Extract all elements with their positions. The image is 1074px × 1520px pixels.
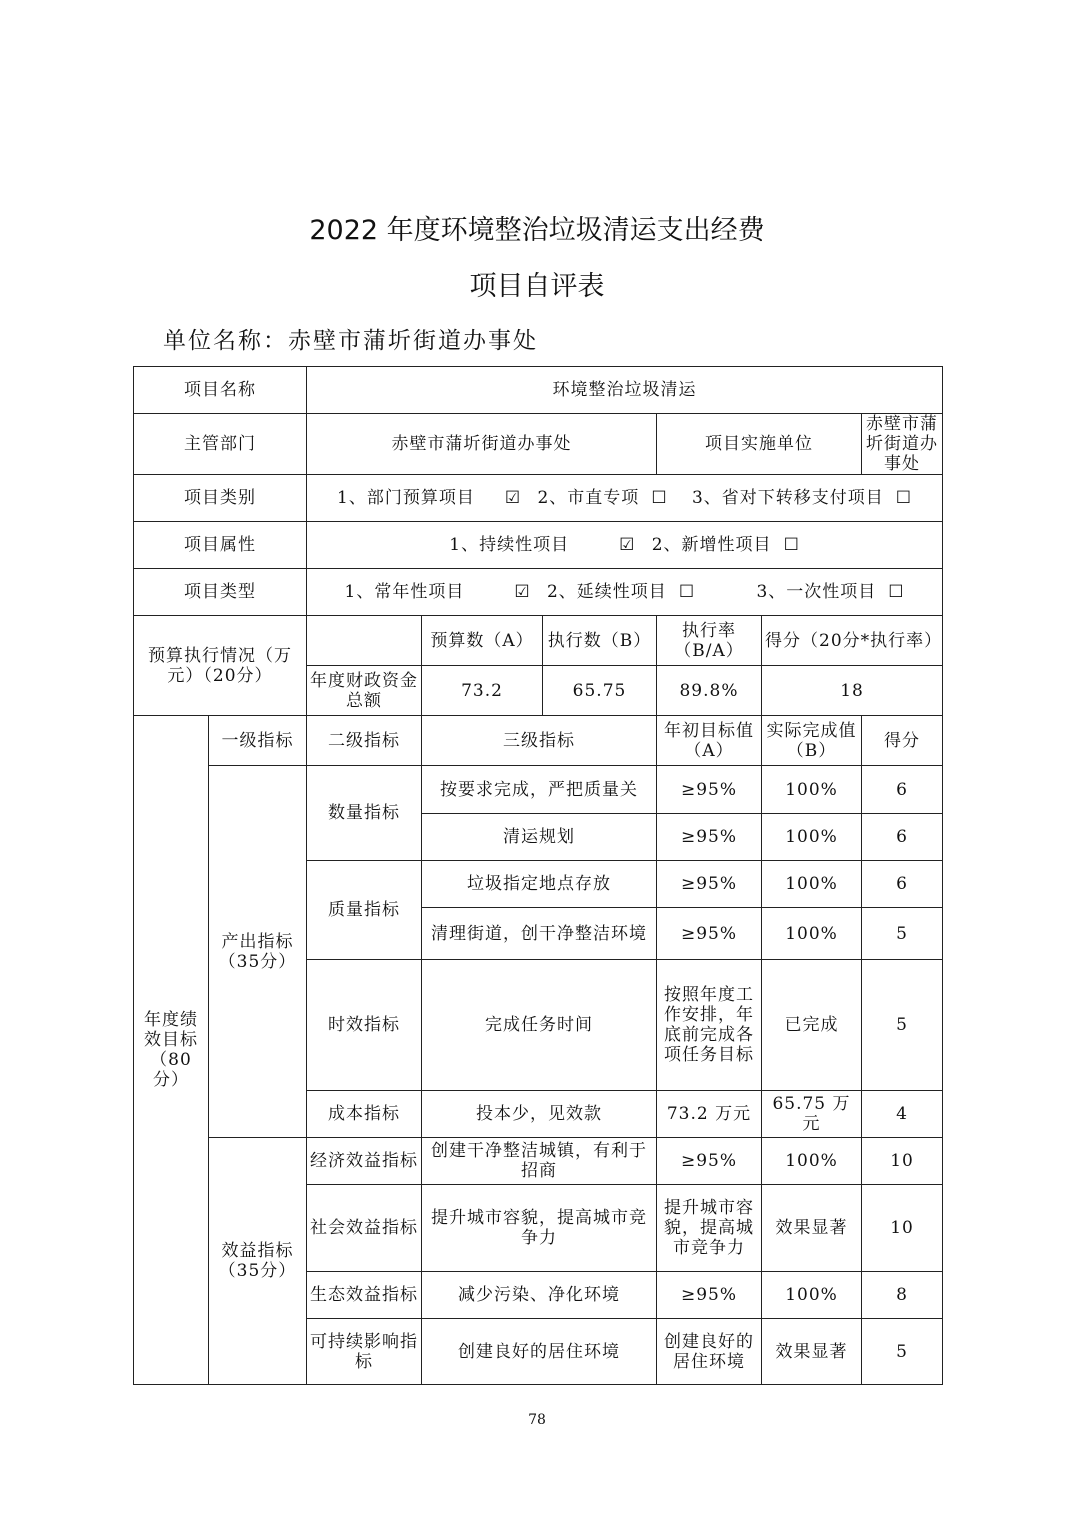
perf-header-l2: 二级指标 — [307, 716, 422, 766]
budget-header-budget: 预算数（A） — [422, 616, 543, 666]
l3-cell: 创建良好的居住环境 — [422, 1319, 657, 1385]
timeliness-indicator-label: 时效指标 — [307, 960, 422, 1091]
budget-row-label: 年度财政资金总额 — [307, 666, 422, 716]
type-options — [307, 569, 943, 616]
score-cell: 10 — [862, 1185, 943, 1272]
row-department — [134, 414, 943, 475]
type-option-3: 3、一次性项目 — [756, 582, 877, 602]
target-cell: 创建良好的居住环境 — [657, 1319, 762, 1385]
score-cell: 6 — [862, 861, 943, 908]
category-option-3: 3、省对下转移支付项目 — [691, 488, 884, 508]
l3-cell: 按要求完成，严把质量关 — [422, 766, 657, 814]
type-label: 项目类型 — [134, 569, 307, 616]
target-cell: 按照年度工作安排，年底前完成各项任务目标 — [657, 960, 762, 1091]
dept-value: 赤壁市蒲圻街道办事处 — [307, 414, 657, 475]
budget-header-score: 得分（20分*执行率） — [762, 616, 943, 666]
target-cell: ≥95% — [657, 861, 762, 908]
category-options — [307, 475, 943, 522]
row-type — [134, 569, 943, 616]
row-category — [134, 475, 943, 522]
unchecked-box-icon: ☐ — [783, 535, 800, 555]
actual-cell: 效果显著 — [762, 1185, 862, 1272]
category-option-2: 2、市直专项 — [537, 488, 640, 508]
l3-cell: 垃圾指定地点存放 — [422, 861, 657, 908]
checked-box-icon: ☑ — [514, 582, 531, 602]
type-option-1: 1、常年性项目 — [344, 582, 465, 602]
category-option-1: 1、部门预算项目 — [337, 488, 475, 508]
impl-value: 赤壁市蒲圻街道办事处 — [862, 414, 943, 475]
checked-box-icon: ☑ — [619, 535, 636, 555]
benefit-indicator-label: 效益指标（35分） — [209, 1138, 307, 1385]
actual-cell: 100% — [762, 908, 862, 960]
document-subtitle: 项目自评表 — [469, 271, 605, 302]
attr-option-2: 2、新增性项目 — [651, 535, 772, 555]
impl-label: 项目实施单位 — [657, 414, 862, 475]
target-cell: ≥95% — [657, 814, 762, 861]
target-cell: ≥95% — [657, 1272, 762, 1319]
actual-cell: 100% — [762, 814, 862, 861]
rate-value: 89.8% — [657, 666, 762, 716]
perf-header-l1: 一级指标 — [209, 716, 307, 766]
type-option-2: 2、延续性项目 — [546, 582, 667, 602]
cost-indicator-label: 成本指标 — [307, 1091, 422, 1138]
unchecked-box-icon: ☐ — [678, 582, 696, 602]
budget-header-rate: 执行率（B/A） — [657, 616, 762, 666]
actual-cell: 效果显著 — [762, 1319, 862, 1385]
perf-header-score: 得分 — [862, 716, 943, 766]
perf-header-target: 年初目标值（A） — [657, 716, 762, 766]
table-row — [134, 1138, 943, 1185]
row-budget-header — [134, 616, 943, 666]
score-cell: 6 — [862, 814, 943, 861]
row-project-name — [134, 367, 943, 414]
l3-cell: 完成任务时间 — [422, 960, 657, 1091]
quantity-indicator-label: 数量指标 — [307, 766, 422, 861]
target-cell: ≥95% — [657, 908, 762, 960]
row-attribute — [134, 522, 943, 569]
unchecked-box-icon: ☐ — [895, 488, 913, 508]
project-name-label: 项目名称 — [134, 367, 307, 414]
score-cell: 5 — [862, 1319, 943, 1385]
score-value: 18 — [762, 666, 943, 716]
self-evaluation-table — [133, 366, 943, 1385]
score-cell: 10 — [862, 1138, 943, 1185]
attr-option-1: 1、持续性项目 — [449, 535, 570, 555]
target-cell: ≥95% — [657, 1138, 762, 1185]
budget-label: 预算执行情况（万元）（20分） — [134, 616, 307, 716]
unchecked-box-icon: ☐ — [651, 488, 668, 508]
document-title: 2022 年度环境整治垃圾清运支出经费 — [309, 215, 765, 246]
target-cell: 73.2 万元 — [657, 1091, 762, 1138]
unit-name: 单位名称：赤壁市蒲圻街道办事处 — [163, 328, 538, 354]
budget-value: 73.2 — [422, 666, 543, 716]
score-cell: 4 — [862, 1091, 943, 1138]
output-indicator-label: 产出指标（35分） — [209, 766, 307, 1138]
attr-label: 项目属性 — [134, 522, 307, 569]
actual-cell: 已完成 — [762, 960, 862, 1091]
perf-header-actual: 实际完成值（B） — [762, 716, 862, 766]
l3-cell: 减少污染、净化环境 — [422, 1272, 657, 1319]
row-perf-header — [134, 716, 943, 766]
actual-cell: 65.75 万元 — [762, 1091, 862, 1138]
checked-box-icon: ☑ — [504, 488, 522, 508]
project-name-value: 环境整治垃圾清运 — [307, 367, 943, 414]
l3-cell: 创建干净整洁城镇，有利于招商 — [422, 1138, 657, 1185]
target-cell: 提升城市容貌，提高城市竞争力 — [657, 1185, 762, 1272]
actual-cell: 100% — [762, 861, 862, 908]
l2-cell: 经济效益指标 — [307, 1138, 422, 1185]
attr-options — [307, 522, 943, 569]
table-row — [134, 766, 943, 814]
l3-cell: 清理街道，创干净整洁环境 — [422, 908, 657, 960]
quality-indicator-label: 质量指标 — [307, 861, 422, 960]
budget-header-exec: 执行数（B） — [543, 616, 657, 666]
score-cell: 6 — [862, 766, 943, 814]
l3-cell: 清运规划 — [422, 814, 657, 861]
target-cell: ≥95% — [657, 766, 762, 814]
score-cell: 8 — [862, 1272, 943, 1319]
exec-value: 65.75 — [543, 666, 657, 716]
actual-cell: 100% — [762, 1138, 862, 1185]
l2-cell: 可持续影响指标 — [307, 1319, 422, 1385]
unchecked-box-icon: ☐ — [888, 582, 905, 602]
dept-label: 主管部门 — [134, 414, 307, 475]
l2-cell: 社会效益指标 — [307, 1185, 422, 1272]
category-label: 项目类别 — [134, 475, 307, 522]
score-cell: 5 — [862, 908, 943, 960]
l3-cell: 投本少，见效款 — [422, 1091, 657, 1138]
score-cell: 5 — [862, 960, 943, 1091]
actual-cell: 100% — [762, 766, 862, 814]
l2-cell: 生态效益指标 — [307, 1272, 422, 1319]
actual-cell: 100% — [762, 1272, 862, 1319]
l3-cell: 提升城市容貌，提高城市竞争力 — [422, 1185, 657, 1272]
page-number: 78 — [528, 1412, 546, 1428]
perf-header-l3: 三级指标 — [422, 716, 657, 766]
perf-target-label: 年度绩效目标（80分） — [134, 716, 209, 1385]
budget-blank-header — [307, 616, 422, 666]
